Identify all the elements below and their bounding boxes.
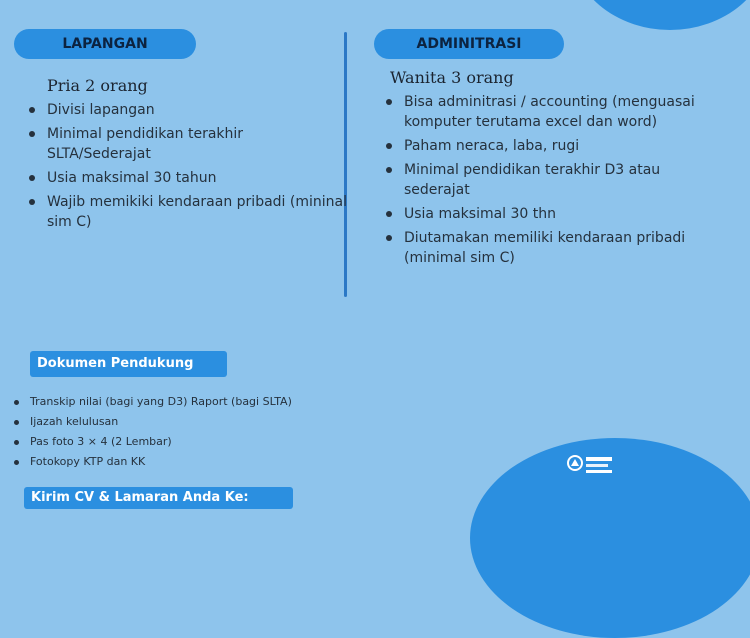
list-item: Pas foto 3 × 4 (2 Lembar) (12, 432, 292, 452)
lapangan-title: Pria 2 orang (47, 76, 148, 95)
list-item: Fotokopy KTP dan KK (12, 452, 292, 472)
list-item: Minimal pendidikan terakhir SLTA/Sederajat (27, 124, 347, 164)
administrasi-header: ADMINITRASI (374, 29, 564, 59)
decorative-circle-top (570, 0, 750, 30)
list-item: Diutamakan memiliki kendaraan pribadi (minimal sim C) (384, 228, 724, 268)
list-item: Transkip nilai (bagi yang D3) Raport (bagi SLTA) (12, 392, 292, 412)
kirim-header: Kirim CV & Lamaran Anda Ke: (24, 487, 293, 509)
company-logo-icon (566, 453, 616, 483)
administrasi-requirements-list (384, 92, 724, 272)
list-item: Minimal pendidikan terakhir D3 atau sederajat (384, 160, 724, 200)
list-item: Usia maksimal 30 tahun (27, 168, 347, 188)
list-item: Paham neraca, laba, rugi (384, 136, 724, 156)
lapangan-header: LAPANGAN (14, 29, 196, 59)
lapangan-requirements-list (27, 100, 347, 236)
list-item: Ijazah kelulusan (12, 412, 292, 432)
dokumen-header: Dokumen Pendukung (30, 351, 227, 377)
administrasi-title: Wanita 3 orang (390, 68, 514, 87)
list-item: Bisa adminitrasi / accounting (menguasai komputer terutama excel dan word) (384, 92, 724, 132)
list-item: Wajib memikiki kendaraan pribadi (mininal sim C) (27, 192, 347, 232)
dokumen-list (12, 392, 292, 472)
list-item: Divisi lapangan (27, 100, 347, 120)
list-item: Usia maksimal 30 thn (384, 204, 724, 224)
